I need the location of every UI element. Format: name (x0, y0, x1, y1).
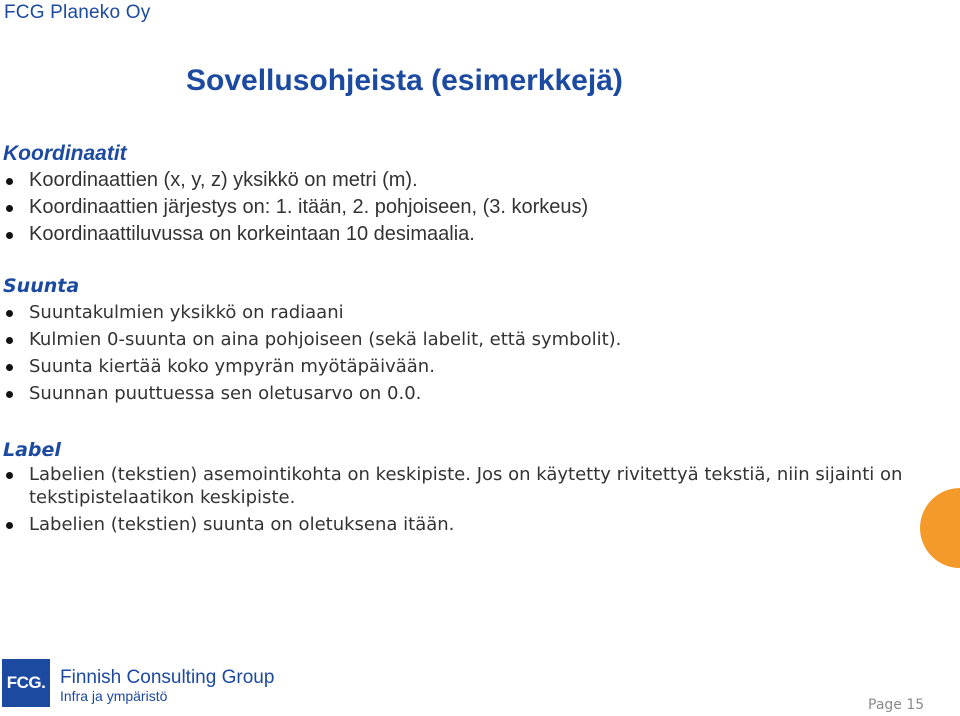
list-item: Suuntakulmien yksikkö on radiaani (3, 299, 621, 326)
section-suunta (3, 273, 621, 407)
section-heading-koordinaatit: Koordinaatit (3, 142, 127, 165)
section-heading-label: Label (3, 439, 61, 461)
header-brand: FCG Planeko Oy (4, 2, 151, 23)
list-item: Koordinaattien järjestys on: 1. itään, 2. pohjoiseen, (3. korkeus) (3, 194, 588, 221)
logo-text: FCG. (6, 673, 46, 692)
list-item: Labelien (tekstien) asemointikohta on keskipiste. Jos on käytetty rivitettyä tekstiä, niin sijainti on tekstipistelaatikon keskipiste. (3, 463, 903, 509)
bullet-list-suunta (3, 299, 621, 407)
section-label (3, 437, 903, 536)
bullet-list-koordinaatit (3, 167, 588, 248)
page-title: Sovellusohjeista (esimerkkejä) (186, 64, 623, 97)
section-koordinaatit (3, 141, 588, 248)
company-subtitle: Infra ja ympäristö (60, 688, 168, 704)
list-item: Koordinaattien (x, y, z) yksikkö on metri (m). (3, 167, 588, 194)
list-item: Suunnan puuttuessa sen oletusarvo on 0.0. (3, 380, 621, 407)
company-logo (2, 659, 50, 707)
list-item: Koordinaattiluvussa on korkeintaan 10 desimaalia. (3, 221, 588, 248)
list-item: Kulmien 0-suunta on aina pohjoiseen (sekä labelit, että symbolit). (3, 326, 621, 353)
bullet-list-label (3, 463, 903, 536)
list-item: Suunta kiertää koko ympyrän myötäpäivään. (3, 353, 621, 380)
list-item: Labelien (tekstien) suunta on oletuksena itään. (3, 513, 903, 536)
page-number: Page 15 (868, 697, 925, 713)
decorative-orange-circle (920, 488, 960, 568)
section-heading-suunta: Suunta (3, 275, 80, 297)
company-name: Finnish Consulting Group (60, 667, 275, 688)
